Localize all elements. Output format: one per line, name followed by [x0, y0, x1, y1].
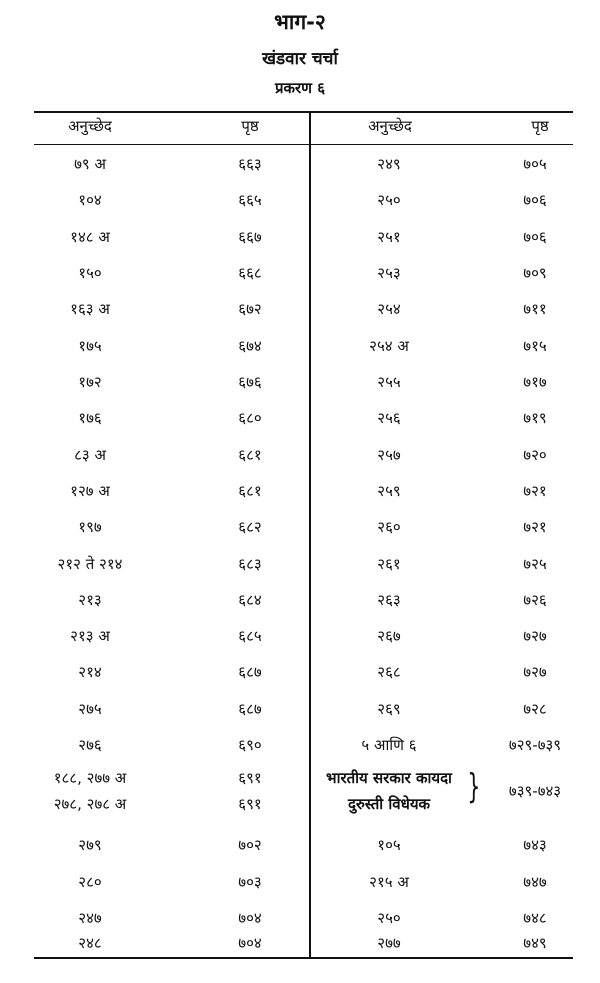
cell-left-article: १९७	[78, 518, 102, 536]
cell-left-page: ६६३	[238, 155, 262, 173]
cell-left-article: १७६	[78, 409, 102, 427]
cell-right-page: ७२७	[523, 663, 547, 681]
cell-right-page: ७२६	[523, 591, 547, 609]
cell-left-page: ६६८	[238, 264, 262, 282]
header-right-page: पृष्ठ	[531, 117, 549, 135]
cell-left-page: ६८२	[238, 518, 262, 536]
cell-right-article: भारतीय सरकार कायदा	[326, 769, 452, 787]
cell-right-article: २५५	[377, 373, 401, 391]
cell-right-page: ७१९	[523, 409, 547, 427]
cell-right-page: ७२०	[523, 446, 547, 464]
right-brace: }	[467, 767, 481, 807]
cell-right-page: ७४८	[523, 909, 547, 927]
cell-left-page: ६८०	[238, 409, 262, 427]
chapter-title: प्रकरण ६	[274, 79, 326, 97]
cell-right-page: ७०६	[523, 228, 547, 246]
cell-left-page: ६७४	[238, 337, 262, 355]
cell-left-page: ७०३	[238, 873, 262, 891]
cell-right-article: १०५	[377, 836, 401, 854]
cell-left-article: २१४	[78, 663, 102, 681]
cell-left-article: २७८, २७८ अ	[53, 795, 127, 813]
cell-right-page: ७११	[523, 300, 547, 318]
cell-left-article: २७९	[78, 836, 102, 854]
part-title: भाग-२	[274, 10, 326, 34]
cell-left-page: ६७६	[238, 373, 262, 391]
cell-left-page: ७०२	[238, 836, 262, 854]
cell-right-article: २५४	[377, 300, 401, 318]
cell-right-article: दुरुस्ती विधेयक	[347, 795, 431, 813]
cell-right-page: ७२९-७३९	[508, 736, 562, 754]
cell-right-page: ७०५	[523, 155, 547, 173]
cell-right-page: ७४९	[523, 934, 547, 952]
cell-left-article: १५०	[78, 264, 102, 282]
cell-left-article: २१३ अ	[70, 627, 110, 645]
cell-right-page: ७४३	[523, 836, 547, 854]
cell-right-page: ७१५	[523, 337, 547, 355]
cell-left-page: ६९१	[238, 769, 262, 787]
cell-right-article: ५ आणि ६	[361, 736, 417, 754]
cell-left-page: ६७२	[238, 300, 262, 318]
header-left-article: अनुच्छेद	[68, 117, 112, 135]
cell-right-page: ७२१	[523, 518, 547, 536]
cell-left-page: ६८५	[238, 627, 262, 645]
cell-left-article: १७२	[78, 373, 102, 391]
cell-right-page: ७२७	[523, 627, 547, 645]
cell-right-article: २६८	[377, 663, 401, 681]
cell-left-article: १४८ अ	[70, 228, 110, 246]
cell-right-article: २६३	[377, 591, 401, 609]
cell-right-article: २६०	[377, 518, 401, 536]
cell-left-article: २१३	[78, 591, 102, 609]
cell-right-page: ७४७	[523, 873, 547, 891]
cell-right-page: ७०९	[523, 264, 547, 282]
cell-left-page: ६६७	[238, 228, 262, 246]
cell-left-article: १६३ अ	[70, 300, 110, 318]
cell-left-page: ७०४	[238, 909, 262, 927]
cell-left-article: १८८, २७७ अ	[53, 769, 127, 787]
cell-left-page: ६९०	[238, 736, 262, 754]
cell-left-article: २७६	[78, 736, 102, 754]
cell-right-article: २५६	[377, 409, 401, 427]
cell-left-page: ६८१	[238, 446, 262, 464]
cell-left-article: ७९ अ	[74, 155, 106, 173]
cell-right-page: ७२८	[523, 700, 547, 718]
cell-left-article: १७५	[78, 337, 102, 355]
cell-left-article: २८०	[78, 873, 102, 891]
cell-right-article: २५७	[377, 446, 401, 464]
cell-left-article: २१२ ते २१४	[57, 555, 123, 573]
cell-right-article: २७७	[377, 934, 401, 952]
cell-right-page: ७३९-७४३	[508, 782, 562, 800]
cell-left-page: ६६५	[238, 191, 262, 209]
cell-left-article: १०४	[78, 191, 102, 209]
cell-left-article: ८३ अ	[74, 446, 106, 464]
cell-right-page: ७२१	[523, 482, 547, 500]
cell-right-page: ७२५	[523, 555, 547, 573]
cell-left-page: ६९१	[238, 795, 262, 813]
cell-right-article: २५३	[377, 264, 401, 282]
cell-left-page: ६८७	[238, 663, 262, 681]
cell-left-page: ७०४	[238, 934, 262, 952]
header-left-page: पृष्ठ	[241, 117, 259, 135]
cell-left-page: ६८३	[238, 555, 262, 573]
cell-left-article: २४८	[78, 934, 102, 952]
cell-right-page: ७१७	[523, 373, 547, 391]
cell-right-article: २५४ अ	[369, 337, 409, 355]
cell-left-article: १२७ अ	[70, 482, 110, 500]
cell-left-article: २४७	[78, 909, 102, 927]
cell-left-page: ६८१	[238, 482, 262, 500]
cell-right-article: २५०	[377, 191, 401, 209]
cell-right-article: २६७	[377, 627, 401, 645]
cell-right-article: २६१	[377, 555, 401, 573]
cell-right-article: २१५ अ	[369, 873, 409, 891]
header-right-article: अनुच्छेद	[368, 117, 412, 135]
section-subtitle: खंडवार चर्चा	[262, 49, 338, 69]
cell-left-page: ६८४	[238, 591, 262, 609]
cell-right-article: २५१	[377, 228, 401, 246]
cell-left-article: २७५	[78, 700, 102, 718]
cell-right-article: २५९	[377, 482, 401, 500]
cell-right-article: २५०	[377, 909, 401, 927]
cell-right-page: ७०६	[523, 191, 547, 209]
cell-right-article: २४९	[377, 155, 401, 173]
cell-right-article: २६९	[377, 700, 401, 718]
cell-left-page: ६८७	[238, 700, 262, 718]
